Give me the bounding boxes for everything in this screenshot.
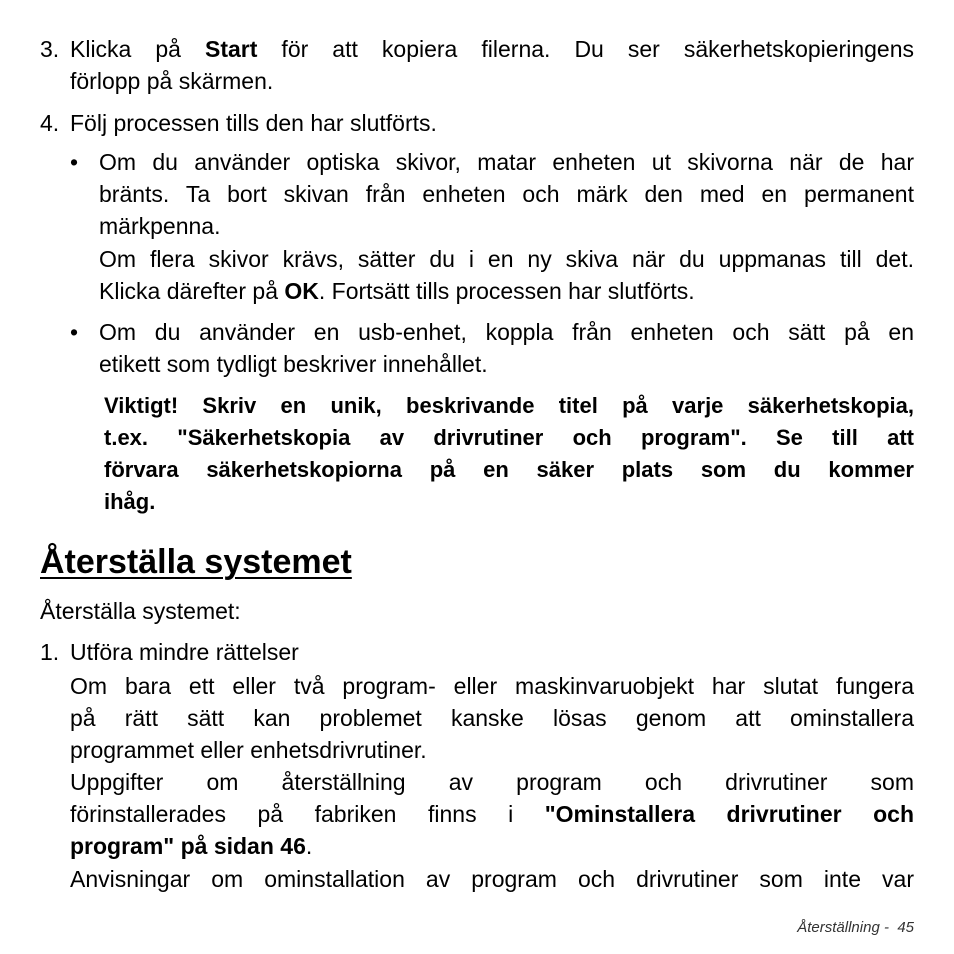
step-number: 3. [40,36,60,62]
step-text-line: förlopp på skärmen. [70,68,274,94]
important-note-line: ihåg. [104,489,156,514]
cross-reference-link[interactable]: "Ominstallera drivrutiner och [544,801,914,827]
important-note-line: förvara säkerhetskopiorna på en säker plats som du kommer [104,457,914,482]
paragraph-line: Anvisningar om ominstallation av program och drivrutiner som inte var [70,866,914,892]
paragraph-line: förinstallerades på fabriken finns i "Ominstallera drivrutiner och [70,801,914,827]
page-number: 45 [897,919,914,936]
paragraph-line: Om bara ett eller två program- eller maskinvaruobjekt har slutat fungera [70,673,914,699]
step-text-line: Följ processen tills den har slutförts. [70,110,437,136]
page-footer [797,920,914,935]
bullet-text-line: Om du använder optiska skivor, matar enheten ut skivorna när de har [99,149,914,175]
bullet-text-line: Klicka därefter på OK. Fortsätt tills processen har slutförts. [99,278,695,304]
bullet-text-line: bränts. Ta bort skivan från enheten och märk den med en permanent [99,181,914,207]
bullet-icon: • [70,149,79,175]
important-note-line: t.ex. "Säkerhetskopia av drivrutiner och program". Se till att [104,425,914,450]
step-number: 1. [40,639,60,665]
step-text-line: Klicka på Start för att kopiera filerna. Du ser säkerhetskopieringens [70,36,914,62]
bullet-text-line: märkpenna. [99,213,221,239]
bullet-text-line: Om flera skivor krävs, sätter du i en ny skiva när du uppmanas till det. [99,246,914,272]
paragraph-line: Uppgifter om återställning av program och drivrutiner som [70,769,914,795]
bullet-icon: • [70,319,79,345]
paragraph-line: på rätt sätt kan problemet kanske lösas genom att ominstallera [70,705,914,731]
section-intro: Återställa systemet: [40,598,241,624]
important-note-line: Viktigt! Skriv en unik, beskrivande titel på varje säkerhetskopia, [104,393,914,418]
paragraph-line: program" på sidan 46. [70,833,313,859]
paragraph-line: programmet eller enhetsdrivrutiner. [70,737,427,763]
step-number: 4. [40,110,60,136]
footer-section: Återställning - [797,919,889,936]
bullet-text-line: Om du använder en usb-enhet, koppla från enheten och sätt på en [99,319,914,345]
bullet-text-line: etikett som tydligt beskriver innehållet. [99,351,488,377]
cross-reference-link[interactable]: program" på sidan 46 [70,833,306,859]
section-heading: Återställa systemet [40,543,352,581]
step-title: Utföra mindre rättelser [70,639,299,665]
